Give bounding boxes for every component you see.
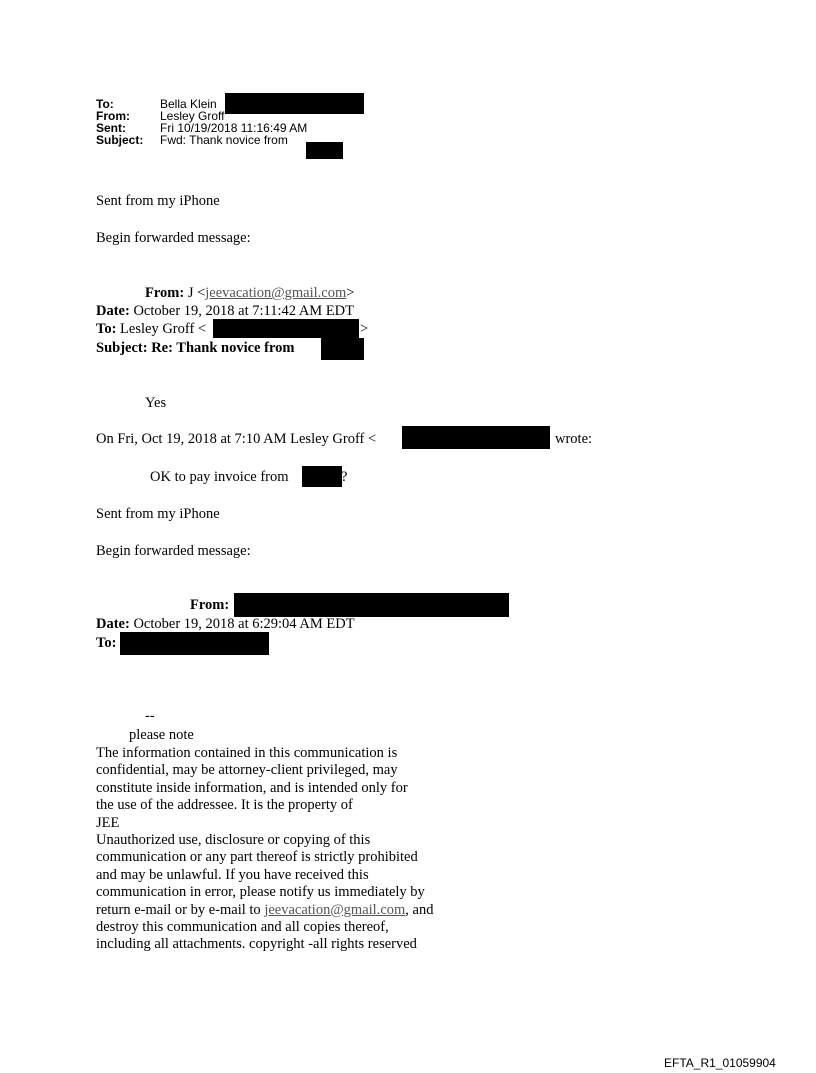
fwd1-subject-line — [96, 340, 294, 357]
disclaimer-line: the use of the addressee. It is the property of — [96, 797, 353, 814]
ok-to-pay-line: OK to pay invoice from — [150, 469, 289, 485]
fwd1-subject-value: Re: Thank novice from — [151, 340, 295, 356]
disclaimer-email-line — [96, 902, 433, 919]
disclaimer-line: communication in error, please notify us immediately by — [96, 884, 425, 901]
disclaimer-line: and may be unlawful. If you have received this — [96, 866, 369, 883]
fwd1-to-label: To: — [96, 321, 117, 337]
disclaimer-line: communication or any part thereof is strictly prohibited — [96, 849, 418, 866]
redaction-bar — [302, 466, 342, 487]
to-label: To: — [96, 97, 114, 111]
subject-label: Subject: — [96, 133, 144, 147]
disclaimer-line: The information contained in this communication is — [96, 745, 398, 761]
document-id: EFTA_R1_01059904 — [664, 1056, 776, 1070]
fwd1-to-close: > — [360, 321, 369, 337]
on-date-wrote-line: On Fri, Oct 19, 2018 at 7:10 AM Lesley Groff < — [96, 431, 377, 447]
from-value: Lesley Groff — [160, 109, 225, 123]
disclaimer-line: constitute inside information, and is intended only for — [96, 779, 408, 796]
fwd1-to-line — [96, 321, 206, 338]
fwd2-date-value: October 19, 2018 at 6:29:04 AM EDT — [133, 616, 355, 632]
to-value: Bella Klein — [160, 97, 217, 111]
redaction-bar — [402, 426, 550, 449]
signature-dashes: -- — [145, 708, 155, 724]
fwd1-from-label: From: — [145, 285, 185, 301]
subject-value: Fwd: Thank novice from — [160, 133, 288, 147]
fwd2-date-label: Date: — [96, 616, 130, 632]
begin-forwarded-message-2: Begin forwarded message: — [96, 543, 251, 559]
disclaimer-line: including all attachments. copyright -all rights reserved — [96, 936, 417, 953]
fwd2-to-label: To: — [96, 635, 117, 651]
fwd1-subject-label: Subject: — [96, 340, 148, 356]
redaction-bar — [225, 93, 364, 114]
redaction-bar — [120, 632, 269, 655]
fwd1-from-email-link[interactable]: jeevacation@gmail.com — [205, 285, 347, 301]
disclaimer-email-pre: return e-mail or by e-mail to — [96, 901, 265, 918]
disclaimer-line: destroy this communication and all copies thereof, — [96, 919, 389, 936]
fwd1-date-value: October 19, 2018 at 7:11:42 AM EDT — [133, 303, 355, 319]
fwd1-from-value: J < — [187, 285, 206, 301]
sent-from-iphone-2: Sent from my iPhone — [96, 506, 220, 522]
fwd1-to-value: Lesley Groff < — [120, 321, 207, 337]
disclaimer-block — [96, 745, 433, 954]
redaction-bar — [321, 338, 364, 360]
disclaimer-line: JEE — [96, 814, 120, 831]
redaction-bar — [306, 142, 343, 159]
disclaimer-email-post: , and — [405, 901, 434, 918]
disclaimer-line: Unauthorized use, disclosure or copying of this — [96, 832, 371, 849]
disclaimer-email-link[interactable]: jeevacation@gmail.com — [264, 901, 406, 918]
sent-label: Sent: — [96, 121, 126, 135]
begin-forwarded-message: Begin forwarded message: — [96, 230, 251, 246]
ok-question-mark: ? — [341, 469, 348, 485]
fwd1-from-close: > — [346, 285, 355, 301]
sent-value: Fri 10/19/2018 11:16:49 AM — [160, 121, 308, 135]
reply-yes: Yes — [145, 395, 167, 411]
fwd1-date-label: Date: — [96, 303, 130, 319]
fwd2-date-line — [96, 616, 355, 633]
please-note: please note — [129, 727, 194, 743]
fwd1-date-line — [96, 303, 354, 320]
from-label: From: — [96, 109, 130, 123]
sent-from-iphone: Sent from my iPhone — [96, 193, 220, 209]
wrote-label: wrote: — [555, 431, 593, 447]
fwd1-from-line — [145, 285, 354, 302]
redaction-bar — [213, 319, 359, 338]
fwd2-from-label: From: — [190, 597, 230, 613]
disclaimer-line: confidential, may be attorney-client privileged, may — [96, 762, 398, 779]
redaction-bar — [234, 593, 509, 617]
